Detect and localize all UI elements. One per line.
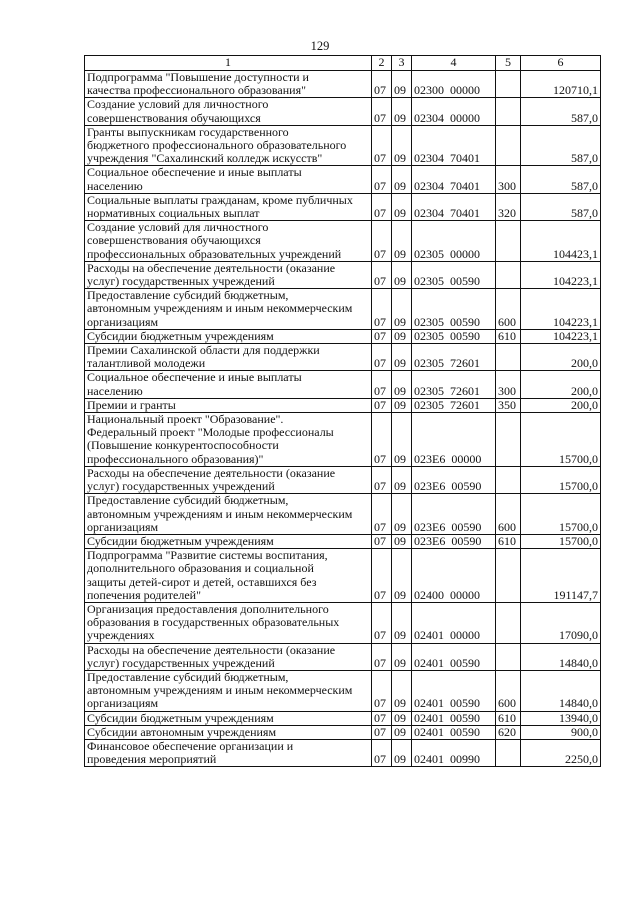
- row-name-cell: Подпрограмма "Развитие системы воспитания, дополнительного образования и социальной защиты детей-сирот и детей, оставшихся без попечения родителей": [85, 549, 372, 603]
- expense-type-cell: 300: [496, 371, 521, 398]
- target-article-cell: 02401 00590: [412, 643, 496, 670]
- row-name-cell: Подпрограмма "Повышение доступности и качества профессионального образования": [85, 71, 372, 98]
- expense-type-cell: 600: [496, 670, 521, 711]
- expense-type-cell: [496, 125, 521, 166]
- table-row: [85, 643, 601, 670]
- target-article-cell: 02305 00590: [412, 329, 496, 343]
- subsection-code-cell: 09: [392, 534, 412, 548]
- amount-cell: 104423,1: [521, 221, 601, 262]
- target-article-cell: 02305 00590: [412, 261, 496, 288]
- subsection-code-cell: 09: [392, 371, 412, 398]
- section-code-cell: 07: [372, 371, 392, 398]
- amount-cell: 200,0: [521, 371, 601, 398]
- expense-type-cell: 350: [496, 398, 521, 412]
- section-code-cell: 07: [372, 725, 392, 739]
- page-number: 129: [310, 39, 330, 53]
- row-name-cell: Расходы на обеспечение деятельности (оказание услуг) государственных учреждений: [85, 466, 372, 493]
- target-article-cell: 02400 00000: [412, 549, 496, 603]
- column-header: 5: [496, 56, 521, 71]
- subsection-code-cell: 09: [392, 98, 412, 125]
- section-code-cell: 07: [372, 643, 392, 670]
- expense-type-cell: [496, 602, 521, 643]
- section-code-cell: 07: [372, 125, 392, 166]
- subsection-code-cell: 09: [392, 466, 412, 493]
- subsection-code-cell: 09: [392, 670, 412, 711]
- row-name-cell: Субсидии бюджетным учреждениям: [85, 534, 372, 548]
- section-code-cell: 07: [372, 670, 392, 711]
- table-row: [85, 125, 601, 166]
- table-row: [85, 549, 601, 603]
- row-name-cell: Расходы на обеспечение деятельности (оказание услуг) государственных учреждений: [85, 643, 372, 670]
- amount-cell: 15700,0: [521, 534, 601, 548]
- section-code-cell: 07: [372, 344, 392, 371]
- table-body: [85, 71, 601, 767]
- table-row: [85, 166, 601, 193]
- subsection-code-cell: 09: [392, 221, 412, 262]
- target-article-cell: 023E6 00590: [412, 534, 496, 548]
- section-code-cell: 07: [372, 602, 392, 643]
- row-name-cell: Субсидии автономным учреждениям: [85, 725, 372, 739]
- target-article-cell: 02304 70401: [412, 166, 496, 193]
- target-article-cell: 023E6 00000: [412, 413, 496, 467]
- amount-cell: 200,0: [521, 344, 601, 371]
- amount-cell: 900,0: [521, 725, 601, 739]
- expense-type-cell: [496, 739, 521, 766]
- target-article-cell: 02304 00000: [412, 98, 496, 125]
- target-article-cell: 02305 72601: [412, 371, 496, 398]
- target-article-cell: 02305 00590: [412, 289, 496, 330]
- subsection-code-cell: 09: [392, 739, 412, 766]
- table-row: [85, 534, 601, 548]
- expense-type-cell: [496, 261, 521, 288]
- row-name-cell: Социальное обеспечение и иные выплаты населению: [85, 371, 372, 398]
- table-row: [85, 413, 601, 467]
- subsection-code-cell: 09: [392, 344, 412, 371]
- budget-table: [84, 55, 601, 767]
- table-row: [85, 344, 601, 371]
- subsection-code-cell: 09: [392, 398, 412, 412]
- row-name-cell: Социальные выплаты гражданам, кроме публичных нормативных социальных выплат: [85, 193, 372, 220]
- row-name-cell: Предоставление субсидий бюджетным, автономным учреждениям и иным некоммерческим организациям: [85, 289, 372, 330]
- amount-cell: 104223,1: [521, 329, 601, 343]
- target-article-cell: 02401 00590: [412, 725, 496, 739]
- column-header: 4: [412, 56, 496, 71]
- amount-cell: 191147,7: [521, 549, 601, 603]
- table-row: [85, 221, 601, 262]
- amount-cell: 15700,0: [521, 466, 601, 493]
- row-name-cell: Расходы на обеспечение деятельности (оказание услуг) государственных учреждений: [85, 261, 372, 288]
- subsection-code-cell: 09: [392, 725, 412, 739]
- row-name-cell: Предоставление субсидий бюджетным, автономным учреждениям и иным некоммерческим организациям: [85, 494, 372, 535]
- section-code-cell: 07: [372, 329, 392, 343]
- expense-type-cell: 600: [496, 494, 521, 535]
- table-row: [85, 602, 601, 643]
- subsection-code-cell: 09: [392, 193, 412, 220]
- section-code-cell: 07: [372, 98, 392, 125]
- row-name-cell: Создание условий для личностного совершенствования обучающихся профессиональных образовательных учреждений: [85, 221, 372, 262]
- subsection-code-cell: 09: [392, 125, 412, 166]
- target-article-cell: 023E6 00590: [412, 494, 496, 535]
- section-code-cell: 07: [372, 71, 392, 98]
- subsection-code-cell: 09: [392, 166, 412, 193]
- amount-cell: 14840,0: [521, 670, 601, 711]
- row-name-cell: Финансовое обеспечение организации и проведения мероприятий: [85, 739, 372, 766]
- expense-type-cell: 300: [496, 166, 521, 193]
- table-row: [85, 71, 601, 98]
- table-row: [85, 711, 601, 725]
- amount-cell: 587,0: [521, 98, 601, 125]
- target-article-cell: 02304 70401: [412, 193, 496, 220]
- subsection-code-cell: 09: [392, 413, 412, 467]
- section-code-cell: 07: [372, 494, 392, 535]
- subsection-code-cell: 09: [392, 289, 412, 330]
- amount-cell: 120710,1: [521, 71, 601, 98]
- table-row: [85, 261, 601, 288]
- section-code-cell: 07: [372, 398, 392, 412]
- amount-cell: 587,0: [521, 193, 601, 220]
- table-row: [85, 398, 601, 412]
- table-row: [85, 670, 601, 711]
- amount-cell: 13940,0: [521, 711, 601, 725]
- target-article-cell: 02305 72601: [412, 344, 496, 371]
- table-row: [85, 193, 601, 220]
- table-row: [85, 725, 601, 739]
- column-header: 1: [85, 56, 372, 71]
- section-code-cell: 07: [372, 413, 392, 467]
- expense-type-cell: [496, 413, 521, 467]
- expense-type-cell: 320: [496, 193, 521, 220]
- section-code-cell: 07: [372, 289, 392, 330]
- section-code-cell: 07: [372, 221, 392, 262]
- amount-cell: 15700,0: [521, 413, 601, 467]
- target-article-cell: 023E6 00590: [412, 466, 496, 493]
- table-row: [85, 466, 601, 493]
- section-code-cell: 07: [372, 193, 392, 220]
- target-article-cell: 02305 00000: [412, 221, 496, 262]
- expense-type-cell: 610: [496, 711, 521, 725]
- table-row: [85, 494, 601, 535]
- subsection-code-cell: 09: [392, 329, 412, 343]
- amount-cell: 104223,1: [521, 289, 601, 330]
- section-code-cell: 07: [372, 711, 392, 725]
- target-article-cell: 02300 00000: [412, 71, 496, 98]
- subsection-code-cell: 09: [392, 71, 412, 98]
- target-article-cell: 02304 70401: [412, 125, 496, 166]
- table-row: [85, 98, 601, 125]
- expense-type-cell: 610: [496, 534, 521, 548]
- amount-cell: 14840,0: [521, 643, 601, 670]
- subsection-code-cell: 09: [392, 261, 412, 288]
- expense-type-cell: [496, 71, 521, 98]
- row-name-cell: Предоставление субсидий бюджетным, автономным учреждениям и иным некоммерческим организациям: [85, 670, 372, 711]
- column-header: 3: [392, 56, 412, 71]
- expense-type-cell: [496, 344, 521, 371]
- subsection-code-cell: 09: [392, 711, 412, 725]
- section-code-cell: 07: [372, 166, 392, 193]
- expense-type-cell: 610: [496, 329, 521, 343]
- expense-type-cell: [496, 221, 521, 262]
- table-row: [85, 329, 601, 343]
- expense-type-cell: [496, 98, 521, 125]
- row-name-cell: Социальное обеспечение и иные выплаты населению: [85, 166, 372, 193]
- section-code-cell: 07: [372, 466, 392, 493]
- row-name-cell: Субсидии бюджетным учреждениям: [85, 329, 372, 343]
- target-article-cell: 02401 00590: [412, 711, 496, 725]
- section-code-cell: 07: [372, 534, 392, 548]
- row-name-cell: Национальный проект "Образование". Федеральный проект "Молодые профессионалы (Повышение конкурентоспособности профессионального образования)": [85, 413, 372, 467]
- column-header: 2: [372, 56, 392, 71]
- section-code-cell: 07: [372, 261, 392, 288]
- amount-cell: 17090,0: [521, 602, 601, 643]
- amount-cell: 587,0: [521, 166, 601, 193]
- target-article-cell: 02401 00990: [412, 739, 496, 766]
- row-name-cell: Создание условий для личностного совершенствования обучающихся: [85, 98, 372, 125]
- section-code-cell: 07: [372, 739, 392, 766]
- row-name-cell: Субсидии бюджетным учреждениям: [85, 711, 372, 725]
- amount-cell: 200,0: [521, 398, 601, 412]
- amount-cell: 2250,0: [521, 739, 601, 766]
- amount-cell: 15700,0: [521, 494, 601, 535]
- expense-type-cell: [496, 466, 521, 493]
- amount-cell: 104223,1: [521, 261, 601, 288]
- table-row: [85, 739, 601, 766]
- table-row: [85, 289, 601, 330]
- expense-type-cell: 620: [496, 725, 521, 739]
- target-article-cell: 02401 00590: [412, 670, 496, 711]
- column-header: 6: [521, 56, 601, 71]
- expense-type-cell: 600: [496, 289, 521, 330]
- target-article-cell: 02401 00000: [412, 602, 496, 643]
- row-name-cell: Гранты выпускникам государственного бюджетного профессионального образовательного учреждения "Сахалинский колледж искусств": [85, 125, 372, 166]
- table-row: [85, 371, 601, 398]
- subsection-code-cell: 09: [392, 494, 412, 535]
- expense-type-cell: [496, 549, 521, 603]
- subsection-code-cell: 09: [392, 602, 412, 643]
- amount-cell: 587,0: [521, 125, 601, 166]
- subsection-code-cell: 09: [392, 643, 412, 670]
- row-name-cell: Премии и гранты: [85, 398, 372, 412]
- row-name-cell: Организация предоставления дополнительного образования в государственных образовательных учреждениях: [85, 602, 372, 643]
- subsection-code-cell: 09: [392, 549, 412, 603]
- target-article-cell: 02305 72601: [412, 398, 496, 412]
- row-name-cell: Премии Сахалинской области для поддержки талантливой молодежи: [85, 344, 372, 371]
- expense-type-cell: [496, 643, 521, 670]
- table-header-row: [85, 56, 601, 71]
- section-code-cell: 07: [372, 549, 392, 603]
